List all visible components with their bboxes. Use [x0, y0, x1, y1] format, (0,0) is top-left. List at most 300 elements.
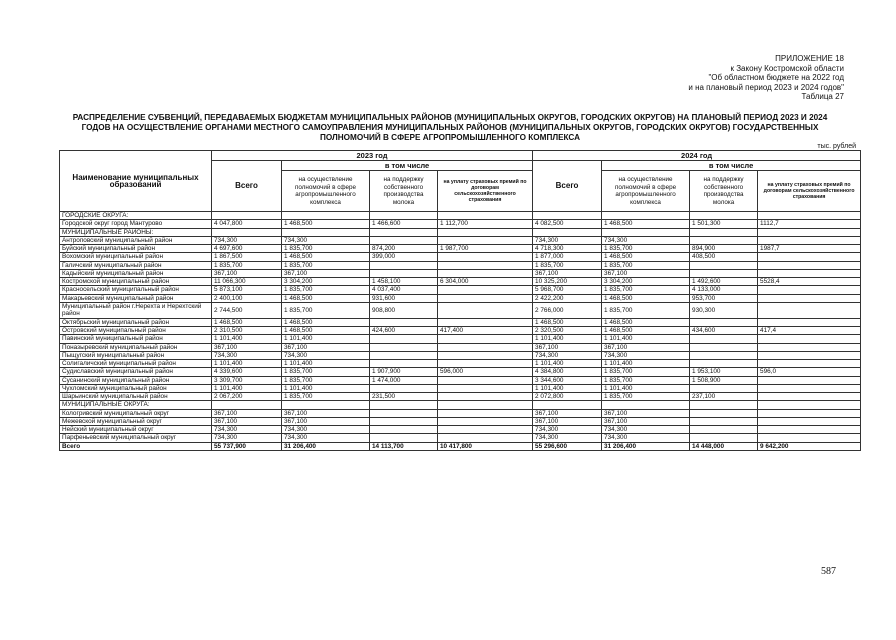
table-body — [60, 212, 861, 451]
value-cell — [438, 286, 533, 294]
value-cell — [758, 426, 861, 434]
value-cell: 1 468,500 — [602, 318, 690, 326]
value-cell: 55 737,900 — [212, 442, 282, 450]
empty-cell — [282, 212, 370, 220]
value-cell — [690, 318, 758, 326]
value-cell: 1 101,400 — [282, 360, 370, 368]
empty-cell — [533, 228, 602, 236]
value-cell: 1 101,400 — [533, 384, 602, 392]
value-cell: 1 835,700 — [602, 368, 690, 376]
value-cell: 1 468,500 — [282, 253, 370, 261]
municipality-name: Антроповский муниципальный район — [60, 236, 212, 244]
municipality-name: Павинский муниципальный район — [60, 335, 212, 343]
value-cell — [758, 409, 861, 417]
municipality-name: Всего — [60, 442, 212, 450]
table-row — [60, 327, 861, 335]
value-cell — [438, 417, 533, 425]
value-cell — [758, 434, 861, 442]
header-year-2024: 2024 год — [533, 151, 861, 161]
section-label: МУНИЦИПАЛЬНЫЕ ОКРУГА: — [60, 401, 212, 409]
value-cell: 930,300 — [690, 302, 758, 318]
value-cell — [370, 426, 438, 434]
value-cell: 1 101,400 — [212, 384, 282, 392]
value-cell — [438, 236, 533, 244]
value-cell — [690, 434, 758, 442]
value-cell: 734,300 — [212, 426, 282, 434]
header-insurance-2023: на уплату страховых премий по договорам сельскохозяйственного страхования — [438, 171, 533, 212]
municipality-name: Галичский муниципальный район — [60, 261, 212, 269]
value-cell: 367,100 — [602, 417, 690, 425]
value-cell: 367,100 — [212, 269, 282, 277]
value-cell: 1 835,700 — [602, 245, 690, 253]
value-cell: 596,000 — [438, 368, 533, 376]
municipality-name: Сусанинский муниципальный район — [60, 376, 212, 384]
municipality-name: Чухломский муниципальный район — [60, 384, 212, 392]
value-cell: 734,300 — [533, 236, 602, 244]
value-cell: 1 835,700 — [602, 261, 690, 269]
header-agro-2024: на осуществление полномочий в сфере агропромышленного комплекса — [602, 171, 690, 212]
empty-cell — [438, 212, 533, 220]
table-row — [60, 434, 861, 442]
value-cell — [758, 318, 861, 326]
value-cell: 931,600 — [370, 294, 438, 302]
value-cell: 6 304,000 — [438, 278, 533, 286]
value-cell: 874,200 — [370, 245, 438, 253]
municipality-name: Межевской муниципальный округ — [60, 417, 212, 425]
value-cell: 3 304,200 — [602, 278, 690, 286]
value-cell — [758, 302, 861, 318]
value-cell: 908,800 — [370, 302, 438, 318]
empty-cell — [212, 401, 282, 409]
value-cell: 2 072,800 — [533, 393, 602, 401]
section-label: ГОРОДСКИЕ ОКРУГА: — [60, 212, 212, 220]
table-row — [60, 261, 861, 269]
value-cell: 1987,7 — [758, 245, 861, 253]
value-cell: 367,100 — [533, 409, 602, 417]
value-cell: 1 835,700 — [282, 245, 370, 253]
header-milk-2023: на поддержку собственного производства молока — [370, 171, 438, 212]
municipality-name: Судиславский муниципальный район — [60, 368, 212, 376]
value-cell: 399,000 — [370, 253, 438, 261]
value-cell — [438, 261, 533, 269]
value-cell — [758, 343, 861, 351]
table-row — [60, 245, 861, 253]
value-cell: 1 508,900 — [690, 376, 758, 384]
value-cell: 367,100 — [212, 409, 282, 417]
empty-cell — [370, 401, 438, 409]
empty-cell — [758, 401, 861, 409]
value-cell: 367,100 — [282, 343, 370, 351]
value-cell — [758, 360, 861, 368]
value-cell: 367,100 — [282, 417, 370, 425]
empty-cell — [758, 228, 861, 236]
value-cell: 1 835,700 — [602, 302, 690, 318]
value-cell: 4 133,000 — [690, 286, 758, 294]
value-cell — [690, 236, 758, 244]
municipality-name: Кологривский муниципальный округ — [60, 409, 212, 417]
value-cell: 4 339,600 — [212, 368, 282, 376]
value-cell: 367,100 — [602, 343, 690, 351]
value-cell: 1 501,300 — [690, 220, 758, 228]
value-cell: 734,300 — [212, 236, 282, 244]
municipality-name: Островский муниципальный район — [60, 327, 212, 335]
annex-header — [688, 54, 844, 102]
empty-cell — [282, 228, 370, 236]
value-cell — [758, 351, 861, 359]
value-cell — [758, 253, 861, 261]
table-row — [60, 318, 861, 326]
empty-cell — [212, 212, 282, 220]
value-cell: 1 835,700 — [602, 286, 690, 294]
table-row — [60, 269, 861, 277]
value-cell — [438, 426, 533, 434]
table-row — [60, 393, 861, 401]
total-row — [60, 442, 861, 450]
municipality-name: Поназыревский муниципальный район — [60, 343, 212, 351]
value-cell: 367,100 — [533, 343, 602, 351]
value-cell: 367,100 — [533, 269, 602, 277]
value-cell: 734,300 — [533, 351, 602, 359]
municipality-name: Пыщугский муниципальный район — [60, 351, 212, 359]
table-row — [60, 220, 861, 228]
empty-cell — [602, 401, 690, 409]
value-cell: 14 448,000 — [690, 442, 758, 450]
annex-law-title-2: и на плановый период 2023 и 2024 годов" — [688, 82, 844, 92]
document-title — [40, 113, 860, 143]
value-cell — [690, 261, 758, 269]
section-row — [60, 228, 861, 236]
municipality-name: Красносельский муниципальный район — [60, 286, 212, 294]
value-cell — [438, 302, 533, 318]
table-number: Таблица 27 — [801, 92, 844, 102]
value-cell: 734,300 — [282, 426, 370, 434]
value-cell: 10 417,800 — [438, 442, 533, 450]
value-cell: 1 101,400 — [602, 384, 690, 392]
page-number: 587 — [821, 566, 836, 577]
value-cell: 4 718,300 — [533, 245, 602, 253]
value-cell: 2 067,200 — [212, 393, 282, 401]
value-cell — [438, 393, 533, 401]
value-cell: 1 101,400 — [282, 335, 370, 343]
value-cell: 4 697,600 — [212, 245, 282, 253]
value-cell — [758, 236, 861, 244]
value-cell: 1 458,100 — [370, 278, 438, 286]
value-cell: 1 112,700 — [438, 220, 533, 228]
empty-cell — [370, 228, 438, 236]
value-cell — [758, 335, 861, 343]
value-cell: 1 468,500 — [602, 294, 690, 302]
value-cell: 434,600 — [690, 327, 758, 335]
value-cell: 231,500 — [370, 393, 438, 401]
empty-cell — [212, 228, 282, 236]
value-cell — [438, 384, 533, 392]
value-cell: 1 101,400 — [602, 335, 690, 343]
value-cell: 734,300 — [282, 434, 370, 442]
municipality-name: Парфеньевский муниципальный округ — [60, 434, 212, 442]
header-including-2024: в том числе — [602, 161, 861, 171]
value-cell: 1 468,500 — [282, 318, 370, 326]
value-cell: 4 082,500 — [533, 220, 602, 228]
table-row — [60, 253, 861, 261]
value-cell: 5 873,100 — [212, 286, 282, 294]
value-cell: 1 468,500 — [282, 220, 370, 228]
value-cell: 1 101,400 — [533, 335, 602, 343]
value-cell — [370, 318, 438, 326]
value-cell — [758, 384, 861, 392]
table-row — [60, 343, 861, 351]
municipality-name: Шарьинский муниципальный район — [60, 393, 212, 401]
value-cell: 894,900 — [690, 245, 758, 253]
value-cell — [690, 360, 758, 368]
value-cell: 1 101,400 — [212, 335, 282, 343]
value-cell: 1 835,700 — [533, 261, 602, 269]
value-cell — [438, 294, 533, 302]
value-cell: 2 766,000 — [533, 302, 602, 318]
value-cell: 1 867,500 — [212, 253, 282, 261]
value-cell: 2 310,500 — [212, 327, 282, 335]
empty-cell — [438, 401, 533, 409]
annex-number: ПРИЛОЖЕНИЕ 18 — [775, 54, 844, 63]
table-row — [60, 286, 861, 294]
value-cell: 734,300 — [533, 426, 602, 434]
table-row — [60, 335, 861, 343]
value-cell — [438, 269, 533, 277]
value-cell — [438, 360, 533, 368]
value-cell — [438, 343, 533, 351]
municipality-name: Городской округ город Мантурово — [60, 220, 212, 228]
value-cell: 734,300 — [602, 426, 690, 434]
municipality-name: Муниципальный район г.Нерехта и Нерехтский район — [60, 302, 212, 318]
header-insurance-2024: на уплату страховых премий по договорам сельскохозяйственного страхования — [758, 171, 861, 212]
empty-cell — [690, 401, 758, 409]
value-cell: 734,300 — [602, 434, 690, 442]
value-cell — [758, 269, 861, 277]
header-total-2023: Всего — [212, 161, 282, 212]
value-cell: 4 047,800 — [212, 220, 282, 228]
value-cell: 31 206,400 — [602, 442, 690, 450]
section-row — [60, 212, 861, 220]
table-row — [60, 360, 861, 368]
value-cell — [758, 261, 861, 269]
value-cell: 1 468,500 — [602, 327, 690, 335]
empty-cell — [690, 228, 758, 236]
value-cell: 408,500 — [690, 253, 758, 261]
value-cell — [370, 351, 438, 359]
value-cell: 1 468,500 — [533, 318, 602, 326]
municipality-name: Макарьевский муниципальный район — [60, 294, 212, 302]
title-line-1: РАСПРЕДЕЛЕНИЕ СУБВЕНЦИЙ, ПЕРЕДАВАЕМЫХ БЮДЖЕТАМ МУНИЦИПАЛЬНЫХ РАЙОНОВ (МУНИЦИПАЛЬНЫХ ОКРУГОВ, ГОРОДСКИХ ОКРУГОВ) НА ПЛАНОВЫЙ ПЕРИОД 2023 И 2024 — [72, 113, 828, 122]
value-cell — [758, 294, 861, 302]
empty-cell — [602, 228, 690, 236]
header-name-column: Наименование муниципальных образований — [60, 151, 212, 212]
table-row — [60, 236, 861, 244]
annex-law-title-1: "Об областном бюджете на 2022 год — [708, 73, 844, 83]
value-cell: 1 468,500 — [282, 327, 370, 335]
value-cell: 10 325,200 — [533, 278, 602, 286]
value-cell: 1 835,700 — [212, 261, 282, 269]
value-cell: 1 466,600 — [370, 220, 438, 228]
table-row — [60, 294, 861, 302]
section-label: МУНИЦИПАЛЬНЫЕ РАЙОНЫ: — [60, 228, 212, 236]
table-row — [60, 376, 861, 384]
value-cell — [438, 318, 533, 326]
title-line-2: ГОДОВ НА ОСУЩЕСТВЛЕНИЕ ОРГАНАМИ МЕСТНОГО САМОУПРАВЛЕНИЯ МУНИЦИПАЛЬНЫХ РАЙОНОВ (МУНИЦИПАЛЬНЫХ ОКРУГОВ, ГОРОДСКИХ ОКРУГОВ) ГОСУДАРСТВЕННЫХ — [81, 123, 819, 132]
value-cell: 1 101,400 — [212, 360, 282, 368]
value-cell: 367,100 — [282, 269, 370, 277]
value-cell — [370, 360, 438, 368]
value-cell — [370, 236, 438, 244]
value-cell — [438, 376, 533, 384]
value-cell: 424,600 — [370, 327, 438, 335]
value-cell: 3 344,600 — [533, 376, 602, 384]
header-including-2023: в том числе — [282, 161, 533, 171]
value-cell: 2 744,500 — [212, 302, 282, 318]
value-cell: 367,100 — [282, 409, 370, 417]
value-cell: 417,400 — [438, 327, 533, 335]
value-cell: 367,100 — [212, 417, 282, 425]
empty-cell — [438, 228, 533, 236]
empty-cell — [533, 401, 602, 409]
value-cell: 734,300 — [533, 434, 602, 442]
value-cell: 1 835,700 — [282, 393, 370, 401]
municipality-name: Солигаличский муниципальный район — [60, 360, 212, 368]
annex-law: к Закону Костромской области — [730, 63, 844, 73]
value-cell — [690, 426, 758, 434]
municipality-name: Вохомский муниципальный район — [60, 253, 212, 261]
value-cell — [370, 343, 438, 351]
value-cell: 1 101,400 — [282, 384, 370, 392]
value-cell: 1 468,500 — [212, 318, 282, 326]
section-row — [60, 401, 861, 409]
value-cell — [370, 261, 438, 269]
title-line-3: ПОЛНОМОЧИЙ В СФЕРЕ АГРОПРОМЫШЛЕННОГО КОМПЛЕКСА — [319, 133, 581, 142]
value-cell — [690, 335, 758, 343]
value-cell: 1 953,100 — [690, 368, 758, 376]
table-row — [60, 426, 861, 434]
value-cell — [438, 434, 533, 442]
value-cell: 1 835,700 — [282, 368, 370, 376]
value-cell — [758, 393, 861, 401]
value-cell: 953,700 — [690, 294, 758, 302]
empty-cell — [370, 212, 438, 220]
value-cell — [370, 269, 438, 277]
empty-cell — [758, 212, 861, 220]
empty-cell — [533, 212, 602, 220]
value-cell: 1 468,500 — [602, 220, 690, 228]
value-cell: 11 066,300 — [212, 278, 282, 286]
header-year-2023: 2023 год — [212, 151, 533, 161]
municipality-name: Костромской муниципальный район — [60, 278, 212, 286]
value-cell — [690, 384, 758, 392]
value-cell: 367,100 — [602, 269, 690, 277]
value-cell: 2 422,200 — [533, 294, 602, 302]
value-cell: 417,4 — [758, 327, 861, 335]
municipality-name: Кадыйский муниципальный район — [60, 269, 212, 277]
value-cell — [370, 434, 438, 442]
value-cell — [690, 417, 758, 425]
value-cell: 3 309,700 — [212, 376, 282, 384]
header-milk-2024: на поддержку собственного производства молока — [690, 171, 758, 212]
value-cell: 3 304,200 — [282, 278, 370, 286]
value-cell: 1 101,400 — [533, 360, 602, 368]
table-row — [60, 351, 861, 359]
value-cell — [370, 384, 438, 392]
subventions-table — [59, 150, 861, 451]
empty-cell — [602, 212, 690, 220]
value-cell: 1 877,000 — [533, 253, 602, 261]
value-cell — [690, 351, 758, 359]
value-cell: 1 101,400 — [602, 360, 690, 368]
value-cell: 1 835,700 — [282, 376, 370, 384]
value-cell — [438, 351, 533, 359]
municipality-name: Октябрьский муниципальный район — [60, 318, 212, 326]
table-row — [60, 384, 861, 392]
value-cell: 5 968,700 — [533, 286, 602, 294]
value-cell — [690, 343, 758, 351]
value-cell: 1 835,700 — [602, 376, 690, 384]
value-cell: 2 320,500 — [533, 327, 602, 335]
units-label: тыс. рублей — [817, 143, 856, 150]
value-cell — [438, 335, 533, 343]
value-cell: 1 468,500 — [602, 253, 690, 261]
value-cell: 734,300 — [212, 434, 282, 442]
value-cell: 734,300 — [602, 351, 690, 359]
value-cell: 367,100 — [212, 343, 282, 351]
value-cell: 596,0 — [758, 368, 861, 376]
table-row — [60, 368, 861, 376]
value-cell: 1 468,500 — [282, 294, 370, 302]
value-cell — [370, 409, 438, 417]
value-cell: 1 474,000 — [370, 376, 438, 384]
value-cell: 14 113,700 — [370, 442, 438, 450]
value-cell: 734,300 — [212, 351, 282, 359]
empty-cell — [690, 212, 758, 220]
header-total-2024: Всего — [533, 161, 602, 212]
value-cell: 237,100 — [690, 393, 758, 401]
value-cell: 31 206,400 — [282, 442, 370, 450]
value-cell — [370, 335, 438, 343]
value-cell: 367,100 — [602, 409, 690, 417]
table-row — [60, 302, 861, 318]
value-cell: 1 835,700 — [282, 286, 370, 294]
header-agro-2023: на осуществление полномочий в сфере агропромышленного комплекса — [282, 171, 370, 212]
value-cell: 734,300 — [602, 236, 690, 244]
value-cell: 1 835,700 — [602, 393, 690, 401]
value-cell: 1 835,700 — [282, 261, 370, 269]
value-cell — [690, 269, 758, 277]
municipality-name: Буйский муниципальный район — [60, 245, 212, 253]
value-cell: 1 492,600 — [690, 278, 758, 286]
value-cell: 4 384,800 — [533, 368, 602, 376]
value-cell: 4 037,400 — [370, 286, 438, 294]
value-cell: 55 296,600 — [533, 442, 602, 450]
table-row — [60, 417, 861, 425]
table-row — [60, 278, 861, 286]
value-cell: 367,100 — [533, 417, 602, 425]
value-cell: 1 987,700 — [438, 245, 533, 253]
value-cell — [758, 286, 861, 294]
value-cell: 734,300 — [282, 351, 370, 359]
value-cell — [438, 253, 533, 261]
municipality-name: Нейский муниципальный округ — [60, 426, 212, 434]
value-cell — [438, 409, 533, 417]
value-cell: 5528,4 — [758, 278, 861, 286]
value-cell: 734,300 — [282, 236, 370, 244]
value-cell — [758, 417, 861, 425]
value-cell: 9 642,200 — [758, 442, 861, 450]
table-row — [60, 409, 861, 417]
value-cell: 1112,7 — [758, 220, 861, 228]
